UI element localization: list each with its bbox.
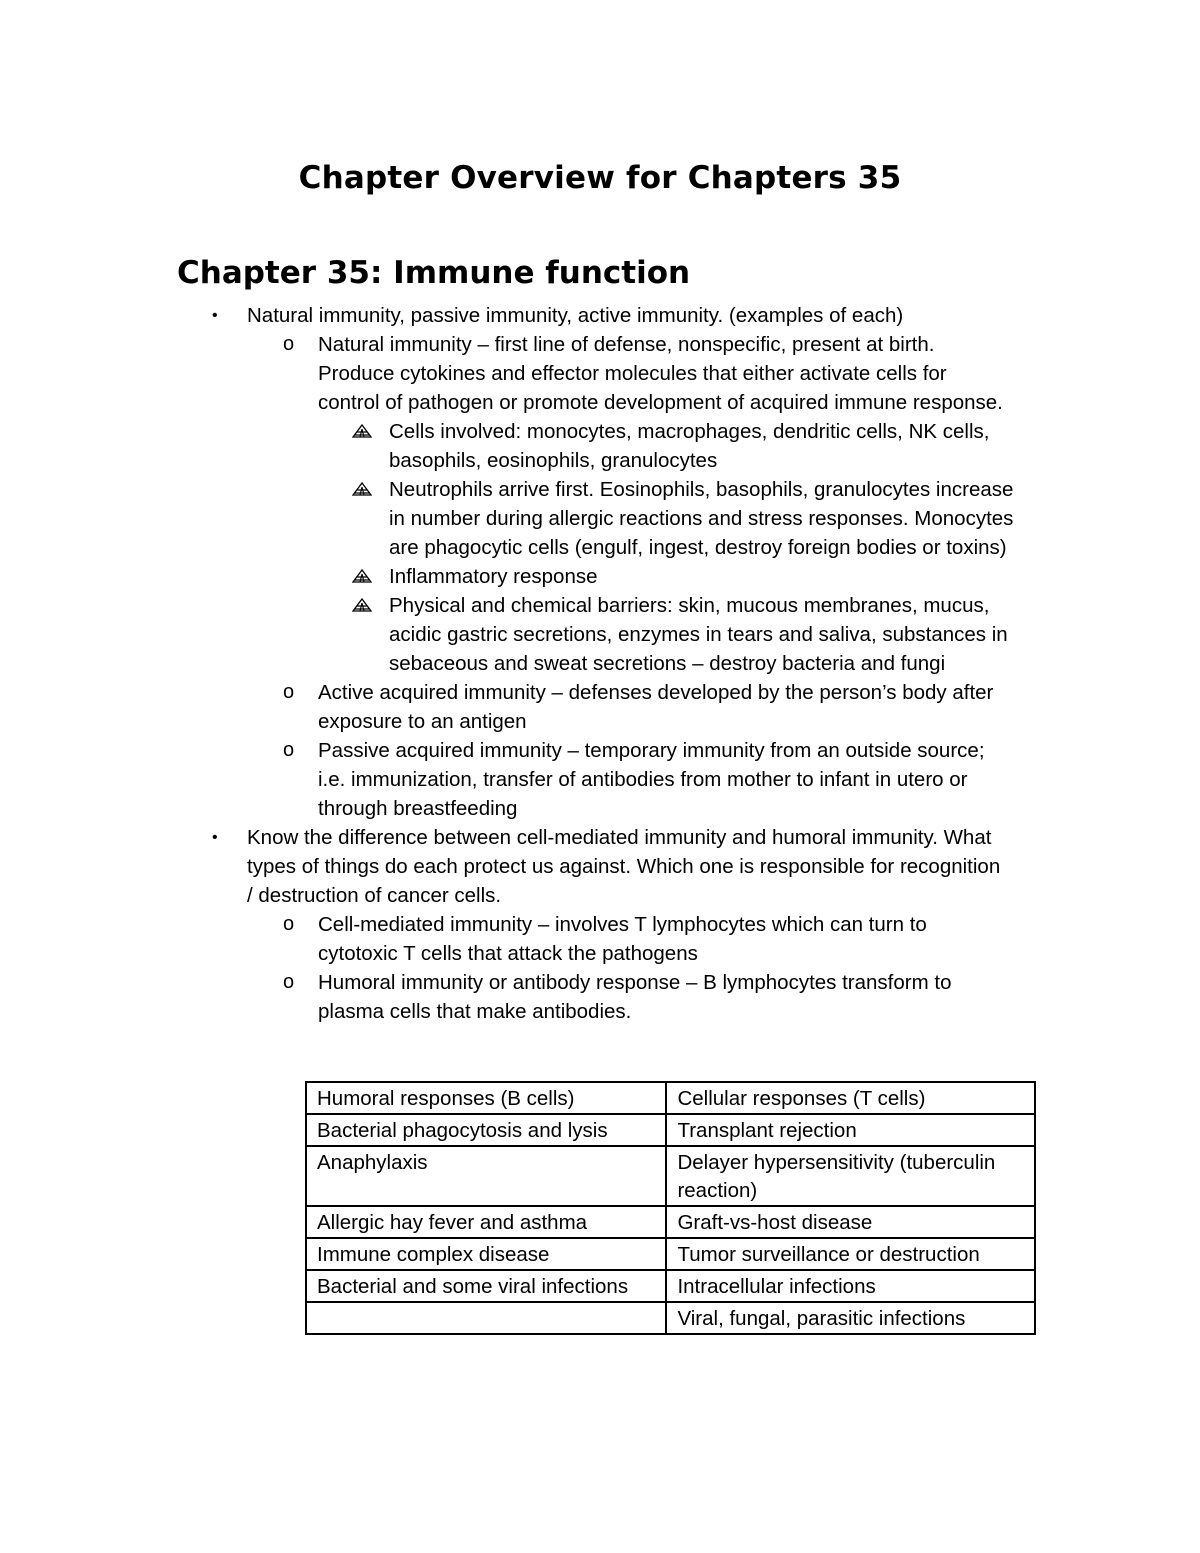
table-cell: Cellular responses (T cells) [666, 1082, 1035, 1114]
table-row [306, 1238, 1035, 1270]
table-cell: Bacterial and some viral infections [306, 1270, 666, 1302]
table-row [306, 1206, 1035, 1238]
sub-list-item-text: Passive acquired immunity – temporary immunity from an outside source; i.e. immunization, transfer of antibodies from mother to infant in utero or through breastfeeding [318, 739, 985, 820]
table-row [306, 1114, 1035, 1146]
table-cell: Transplant rejection [666, 1114, 1035, 1146]
table-cell: Intracellular infections [666, 1270, 1035, 1302]
sub-sub-list-item [0, 591, 1029, 678]
list-item [0, 823, 1007, 910]
sub-list-item [0, 736, 1008, 823]
bullet-circle-icon: o [283, 913, 295, 935]
table-cell: Immune complex disease [306, 1238, 666, 1270]
bullet-circle-icon: o [283, 333, 295, 355]
sub-list-item [0, 968, 1008, 1026]
arrow-bullet-icon [352, 591, 374, 620]
immune-response-table [305, 1081, 1036, 1335]
table-cell: Anaphylaxis [306, 1146, 666, 1206]
sub-sub-list-item-text: Neutrophils arrive first. Eosinophils, basophils, granulocytes increase in number during allergic reactions and stress responses. Monocytes are phagocytic cells (engulf, ingest, destroy foreign bodies or toxins) [389, 478, 1014, 559]
arrow-bullet-icon [352, 562, 374, 591]
list-item-text: Know the difference between cell-mediated immunity and humoral immunity. What types of things do each protect us against. Which one is responsible for recognition / destruction of cancer cells. [247, 826, 1001, 907]
sub-sub-list-item-text: Cells involved: monocytes, macrophages, dendritic cells, NK cells, basophils, eosinophils, granulocytes [389, 420, 990, 472]
sub-list-item-text: Active acquired immunity – defenses developed by the person’s body after exposure to an antigen [318, 681, 994, 733]
sub-sub-list-item [0, 417, 1029, 475]
table-row [306, 1270, 1035, 1302]
table-cell: Tumor surveillance or destruction [666, 1238, 1035, 1270]
arrow-bullet-icon [352, 417, 374, 446]
list-item [0, 301, 1007, 330]
bullet-circle-icon: o [283, 681, 295, 703]
sub-sub-list-item-text: Inflammatory response [389, 565, 598, 588]
sub-sub-list-item-text: Physical and chemical barriers: skin, mucous membranes, mucus, acidic gastric secretions, enzymes in tears and saliva, substances in sebaceous and sweat secretions – destroy bacteria and fungi [389, 594, 1008, 675]
table-cell: Graft-vs-host disease [666, 1206, 1035, 1238]
sub-list-item-text: Humoral immunity or antibody response – B lymphocytes transform to plasma cells that make antibodies. [318, 971, 952, 1023]
outline-list [0, 301, 1200, 1026]
sub-list-item-text: Natural immunity – first line of defense, nonspecific, present at birth. Produce cytokines and effector molecules that either activate cells for control of pathogen or promote development of acquired immune response. [318, 333, 1003, 414]
sub-sub-list-item [0, 562, 1029, 591]
table-cell: Humoral responses (B cells) [306, 1082, 666, 1114]
bullet-circle-icon: o [283, 739, 295, 761]
table-cell: Delayer hypersensitivity (tuberculin reaction) [666, 1146, 1035, 1206]
sub-list-item [0, 330, 1008, 417]
arrow-bullet-icon [352, 475, 374, 504]
bullet-circle-icon: o [283, 971, 295, 993]
sub-list-item [0, 910, 1008, 968]
bullet-dot-icon: • [212, 307, 218, 324]
bullet-dot-icon: • [212, 829, 218, 846]
list-item-text: Natural immunity, passive immunity, active immunity. (examples of each) [247, 304, 904, 327]
table-header-row [306, 1082, 1035, 1114]
sub-list-item [0, 678, 1008, 736]
table-row [306, 1302, 1035, 1334]
sub-sub-list-item [0, 475, 1029, 562]
table-row [306, 1146, 1035, 1206]
table-cell: Viral, fungal, parasitic infections [666, 1302, 1035, 1334]
page-title: Chapter Overview for Chapters 35 [298, 160, 902, 196]
table-cell [306, 1302, 666, 1334]
table-cell: Allergic hay fever and asthma [306, 1206, 666, 1238]
table-cell: Bacterial phagocytosis and lysis [306, 1114, 666, 1146]
sub-list-item-text: Cell-mediated immunity – involves T lymphocytes which can turn to cytotoxic T cells that attack the pathogens [318, 913, 927, 965]
chapter-heading: Chapter 35: Immune function [177, 255, 691, 291]
